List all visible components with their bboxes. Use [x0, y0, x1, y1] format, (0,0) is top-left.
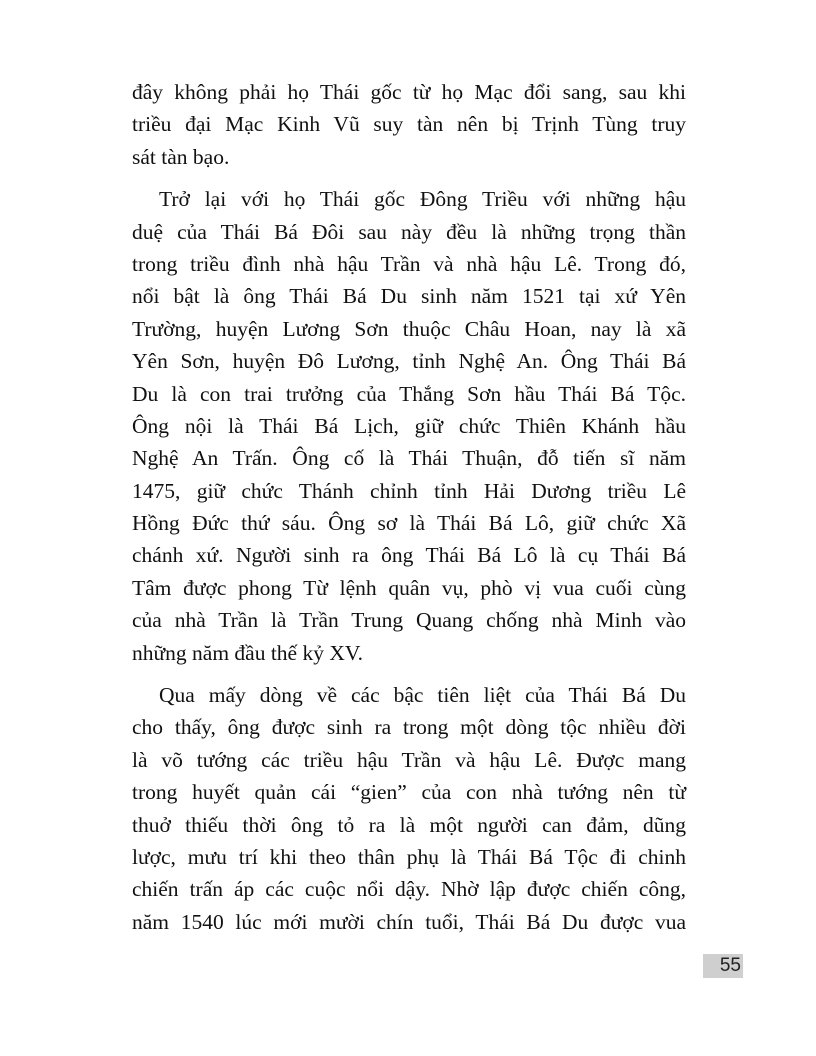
paragraph: [132, 76, 686, 173]
text-line: lược, mưu trí khi theo thân phụ là Thái Bá Tộc đi chinh: [132, 844, 686, 869]
text-line: trong triều đình nhà hậu Trần và nhà hậu Lê. Trong đó,: [132, 251, 686, 276]
text-line: cho thấy, ông được sinh ra trong một dòng tộc nhiều đời: [132, 715, 686, 740]
page-body: [132, 76, 686, 948]
text-line: triều đại Mạc Kinh Vũ suy tàn nên bị Trịnh Tùng truy: [132, 112, 686, 137]
text-line: Du là con trai trưởng của Thắng Sơn hầu Thái Bá Tộc.: [132, 381, 686, 406]
text-line: của nhà Trần là Trần Trung Quang chống nhà Minh vào: [132, 608, 686, 633]
text-line: 1475, giữ chức Thánh chỉnh tỉnh Hải Dương triều Lê: [132, 478, 686, 503]
text-line: Tâm được phong Từ lệnh quân vụ, phò vị vua cuối cùng: [132, 575, 686, 600]
text-line: sát tàn bạo.: [132, 144, 230, 169]
text-line: những năm đầu thế kỷ XV.: [132, 640, 364, 665]
text-line: duệ của Thái Bá Đôi sau này đều là những trọng thần: [132, 219, 686, 244]
text-line: Hồng Đức thứ sáu. Ông sơ là Thái Bá Lô, giữ chức Xã: [132, 511, 686, 536]
text-line: nổi bật là ông Thái Bá Du sinh năm 1521 tại xứ Yên: [132, 284, 686, 309]
text-line: thuở thiếu thời ông tỏ ra là một người can đảm, dũng: [132, 812, 686, 837]
text-line: Nghệ An Trấn. Ông cố là Thái Thuận, đỗ tiến sĩ năm: [132, 446, 686, 471]
page-number: 55: [703, 954, 743, 978]
text-line: đây không phải họ Thái gốc từ họ Mạc đổi sang, sau khi: [132, 80, 686, 104]
paragraph: [132, 679, 686, 938]
text-line: Trường, huyện Lương Sơn thuộc Châu Hoan, nay là xã: [132, 316, 686, 341]
text-line: chiến trấn áp các cuộc nổi dậy. Nhờ lập được chiến công,: [132, 877, 686, 902]
text-line: Yên Sơn, huyện Đô Lương, tỉnh Nghệ An. Ông Thái Bá: [132, 349, 686, 374]
text-line: trong huyết quản cái “gien” của con nhà tướng nên từ: [132, 780, 686, 805]
text-line: Qua mấy dòng về các bậc tiên liệt của Thái Bá Du: [159, 683, 686, 708]
text-line: Ông nội là Thái Bá Lịch, giữ chức Thiên Khánh hầu: [132, 413, 686, 438]
text-line: là võ tướng các triều hậu Trần và hậu Lê. Được mang: [132, 747, 686, 772]
text-line: Trở lại với họ Thái gốc Đông Triều với những hậu: [159, 187, 686, 212]
text-line: chánh xứ. Người sinh ra ông Thái Bá Lô là cụ Thái Bá: [132, 543, 686, 568]
text-line: năm 1540 lúc mới mười chín tuổi, Thái Bá Du được vua: [132, 909, 686, 934]
paragraph: [132, 183, 686, 669]
